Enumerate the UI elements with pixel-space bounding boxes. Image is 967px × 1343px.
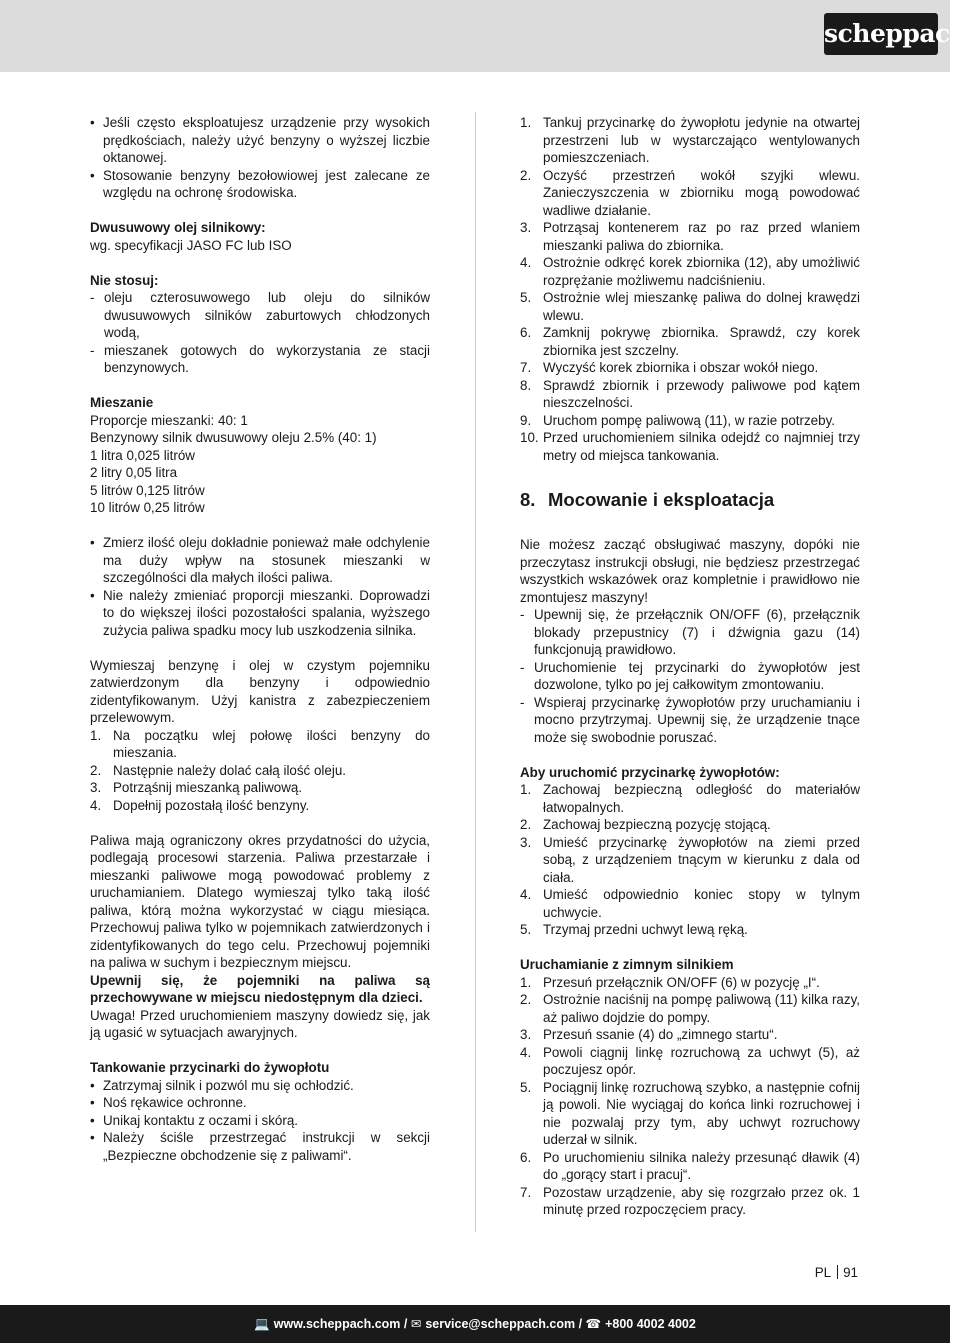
list-item: 3. Umieść przycinarkę żywopłotów na ziemi przed sobą, z urządzeniem tnącym w kierunku z dala od ciała. [520, 834, 860, 885]
mix-line: 5 litrów 0,125 litrów [90, 482, 205, 498]
intro-paragraph: Nie możesz zacząć obsługiwać maszyny, dopóki nie przeczytasz instrukcji obsługi, nie będziesz przestrzegać wszystkich wskazówek oraz kompletnie i prawidłowo nie zmontujesz maszyny! [520, 537, 860, 605]
footer-bar: 💻 www.scheppach.com / ✉ service@scheppach.com / ☎ +800 4002 4002 [0, 1305, 950, 1343]
phone-icon: ☎ [585, 1317, 602, 1331]
list-item: • Należy ściśle przestrzegać instrukcji w sekcji „Bezpieczne obchodzenie się z paliwami“. [90, 1130, 430, 1163]
oil-text: wg. specyfikacji JASO FC lub ISO [90, 237, 292, 253]
right-column [520, 114, 860, 1219]
no-use-heading: Nie stosuj: [90, 272, 159, 288]
list-item: 10. Przed uruchomieniem silnika odejdź co najmniej trzy metry od miejsca tankowania. [520, 430, 860, 463]
mix-line: 1 litra 0,025 litrów [90, 447, 195, 463]
list-item: 5. Ostrożnie wlej mieszankę paliwa do dolnej krawędzi wlewu. [520, 290, 860, 323]
list-item: - Upewnij się, że przełącznik ON/OFF (6), przełącznik blokady przepustnicy (7) i dźwignia gazu (14) funkcjonują prawidłowo. [520, 607, 860, 657]
phone-number: +800 4002 4002 [605, 1317, 696, 1331]
list-item: • Stosowanie benzyny bezołowiowej jest zalecane ze względu na ochronę środowiska. [90, 167, 430, 200]
list-item: 2. Oczyść przestrzeń wokół szyjki wlewu. Zanieczyszczenia w zbiorniku mogą powodować wadliwe działanie. [520, 167, 860, 218]
refuel-heading: Tankowanie przycinarki do żywopłotu [90, 1060, 330, 1075]
list-item: - oleju czterosuwowego lub oleju do silników dwusuwowych silników zaburtowych chłodzonych wodą, [90, 290, 430, 340]
list-item: 9. Uruchom pompę paliwową (11), w razie potrzeby. [520, 412, 835, 428]
warning-text: Uwaga! Przed uruchomieniem maszyny dowiedz się, jak ją ugasić w sytuacjach awaryjnych. [90, 1007, 430, 1040]
list-item: • Nie należy zmieniać proporcji mieszanki. Doprowadzi to do większej ilości pozostałości spalania, wyższego zużycia paliwa spadku mocy lub uszkodzenia silnika. [90, 587, 430, 638]
mix-line: 10 litrów 0,25 litrów [90, 500, 205, 515]
warning-bold: Upewnij się, że pojemniki na paliwa są przechowywane w miejscu niedostępnym dla dzieci. [90, 972, 430, 1005]
list-item: 1. Tankuj przycinarkę do żywopłotu jedynie na otwartej przestrzeni lub w wystarczająco wentylowanych pomieszczeniach. [520, 115, 860, 165]
list-item: 5. Pociągnij linkę rozruchową szybko, a następnie cofnij ją powoli. Nie wyciągaj do końca linki rozruchowej i nie pozwalaj przy tym, aby uchwyt rozruchowy uderzał w silnik. [520, 1079, 860, 1147]
section-title: 8. Mocowanie i eksploatacja [520, 489, 775, 510]
list-item: • Jeśli często eksploatujesz urządzenie przy wysokich prędkościach, należy użyć benzyny o wyższej liczbie oktanowej. [90, 115, 430, 165]
list-item: 1. Przesuń przełącznik ON/OFF (6) w pozycję „I“. [520, 974, 820, 990]
list-item: 1. Zachowaj bezpieczną odległość do materiałów łatwopalnych. [520, 782, 860, 815]
oil-heading: Dwusuwowy olej silnikowy: [90, 220, 266, 235]
list-item: 7. Wyczyść korek zbiornika i obszar wokół niego. [520, 360, 819, 375]
email-link[interactable]: service@scheppach.com [425, 1317, 576, 1331]
list-item: 3. Przesuń ssanie (4) do „zimnego startu“. [520, 1027, 778, 1042]
list-item: 6. Zamknij pokrywę zbiornika. Sprawdź, czy korek zbiornika jest szczelny. [520, 325, 860, 358]
list-item: 4. Powoli ciągnij linkę rozruchową za uchwyt (5), aż poczujesz opór. [520, 1044, 860, 1077]
list-item: • Unikaj kontaktu z oczami i skórą. [90, 1112, 298, 1128]
mail-icon: ✉ [410, 1317, 422, 1331]
list-item: 4. Dopełnij pozostałą ilość benzyny. [90, 797, 310, 813]
mix-line: 2 litry 0,05 litra [90, 465, 178, 480]
header-bar [0, 0, 967, 72]
page-number: PL 91 [814, 1265, 858, 1280]
shelf-life-paragraph: Paliwa mają ograniczony okres przydatności do użycia, podlegają procesowi starzenia. Paliwa przestarzałe i mieszanki paliwowe mogą powodować problemy z uruchamianiem. Dlatego wymieszaj tylko taką ilość paliwa, którą można wykorzystać w ciągu miesiąca. Przechowuj paliwa tylko w pojemnikach zatwierdzonych i zidentyfikowanych do tego celu. Przechowuj pojemniki na paliwa w suchym i bezpiecznym miejscu. [90, 832, 430, 970]
list-item: - Uruchomienie tej przycinarki do żywopłotów jest dozwolone, tylko po jej całkowitym zmontowaniu. [520, 659, 860, 692]
list-item: 4. Ostrożnie odkręć korek zbiornika (12), aby umożliwić rozprężanie możliwemu nadciśnieniu. [520, 255, 860, 288]
left-column [90, 114, 430, 1164]
mix-paragraph: Wymieszaj benzynę i olej w czystym pojemniku zatwierdzonym dla benzyny i odpowiednio zidentyfikowanym. Użyj kanistra z zabezpieczeniem przelewowym. [90, 657, 430, 725]
list-item: 6. Po uruchomieniu silnika należy przesunąć dławik (4) do „gorący start i pracuj“. [520, 1149, 860, 1182]
list-item: 4. Umieść odpowiednio koniec stopy w tylnym uchwycie. [520, 887, 860, 920]
list-item: 8. Sprawdź zbiornik i przewody paliwowe pod kątem nieszczelności. [520, 377, 860, 410]
list-item: 2. Zachowaj bezpieczną pozycję stojącą. [520, 817, 771, 832]
list-item: 2. Następnie należy dolać całą ilość oleju. [90, 762, 346, 778]
list-item: - mieszanek gotowych do wykorzystania ze stacji benzynowych. [90, 342, 430, 375]
list-item: • Noś rękawice ochronne. [90, 1095, 247, 1110]
mix-line: Benzynowy silnik dwusuwowy oleju 2.5% (40: 1) [90, 430, 377, 445]
computer-icon: 💻 [254, 1317, 270, 1331]
mix-line: Proporcje mieszanki: 40: 1 [90, 412, 248, 428]
list-item: • Zmierz ilość oleju dokładnie ponieważ małe odchylenie ma duży wpływ na stosunek mieszanki w szczególności dla małych ilości paliwa. [90, 535, 430, 585]
list-item: 7. Pozostaw urządzenie, aby się rozgrzało przez ok. 1 minutę przed rozpoczęciem pracy. [520, 1184, 860, 1217]
list-item: - Wspieraj przycinarkę żywopłotów przy uruchamianiu i mocno przytrzymaj. Upewnij się, że urządzenie tnące może się swobodnie poruszać. [520, 694, 860, 745]
list-item: 3. Potrząśnij mieszanką paliwową. [90, 780, 303, 795]
list-item: 2. Ostrożnie naciśnij na pompę paliwową (11) kilka razy, aż paliwo dojdzie do pompy. [520, 992, 860, 1025]
scheppach-logo: scheppach [824, 13, 938, 55]
column-divider [475, 112, 476, 1232]
list-item: • Zatrzymaj silnik i pozwól mu się ochłodzić. [90, 1077, 354, 1093]
list-item: 3. Potrząsaj kontenerem raz po raz przed wlaniem mieszanki paliwa do zbiornika. [520, 220, 860, 253]
mix-heading: Mieszanie [90, 395, 154, 410]
cold-start-heading: Uruchamianie z zimnym silnikiem [520, 957, 734, 972]
start-heading: Aby uruchomić przycinarkę żywopłotów: [520, 764, 780, 780]
list-item: 5. Trzymaj przedni uchwyt lewą ręką. [520, 922, 748, 937]
list-item: 1. Na początku wlej połowę ilości benzyny do mieszania. [90, 727, 430, 760]
website-link[interactable]: www.scheppach.com [273, 1317, 401, 1331]
